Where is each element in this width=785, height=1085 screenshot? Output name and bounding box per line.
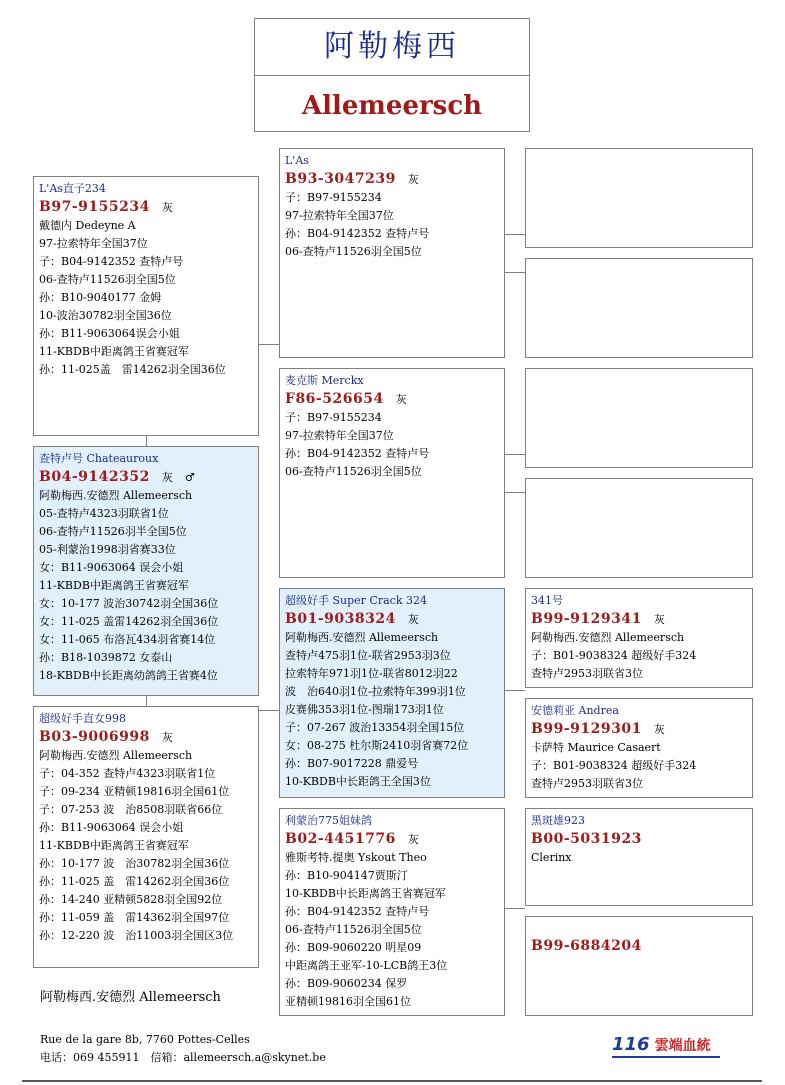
connector [259,344,279,345]
info-line: 孙：B04-9142352 查特卢号 [285,447,430,460]
pedigree-box-sire-sire [279,148,505,358]
pedigree-box-dam-dam-dam [525,916,753,1016]
info-line: 阿勒梅西.安德烈 Allemeersch [285,631,439,644]
info-line: 97-拉索特年全国37位 [285,209,394,222]
info-line: 06-查特卢11526羽半全国5位 [39,525,187,538]
pedigree-box-dam [33,706,259,968]
info-line: 孙：B10-904147贾斯汀 [285,869,408,882]
ring-number: B99-9129301 [531,721,642,737]
info-line: 孙：B09-9060220 明星09 [285,941,422,954]
info-line: Clerinx [531,851,572,864]
info-line: 11-KBDB中距离鸽王省赛冠军 [39,579,189,592]
bird-name: 麦克斯 Merckx [285,374,364,387]
ring-number: B99-9129341 [531,611,642,627]
info-line: 子：B04-9142352 查特卢号 [39,255,184,268]
bird-color: 灰 [161,201,173,214]
pedigree-box-empty [525,478,753,578]
pedigree-box-dam-dam-sire [525,808,753,906]
pedigree-box-empty [525,258,753,358]
connector [505,272,525,273]
info-line: 阿勒梅西.安德烈 Allemeersch [39,489,193,502]
title-chinese: 阿勒梅西 [255,19,529,76]
info-line: 女：10-177 波治30742羽全国36位 [39,597,219,610]
ring-number: B93-3047239 [285,171,396,187]
pedigree-box-subject [33,446,259,696]
bird-color: 灰 [407,613,419,626]
ring-number: F86-526654 [285,391,384,407]
info-line: 雅斯考特.提奥 Yskout Theo [285,851,427,864]
bird-color: 灰 [407,833,419,846]
bird-name: 利蒙治775姐妹鸽 [285,814,372,827]
info-line: 皮赛佛353羽1位-图瑞173羽1位 [285,703,444,716]
info-line: 孙：B04-9142352 查特卢号 [285,227,430,240]
info-line: 孙：11-025 盖 雷14262羽全国36位 [39,875,230,888]
bottom-divider [22,1080,762,1082]
info-line: 拉索特年971羽1位-联省8012羽22 [285,667,458,680]
connector [505,454,525,455]
info-line: 10-波治30782羽全国36位 [39,309,172,322]
logo [612,1034,711,1055]
info-line: 05-查特卢4323羽联省1位 [39,507,169,520]
ring-number: B02-4451776 [285,831,396,847]
ring-number: B99-6884204 [531,938,642,954]
info-line: 孙：10-177 波 治30782羽全国36位 [39,857,230,870]
logo-underline [612,1056,720,1058]
connector [505,234,525,235]
bird-name: 超级好手直女998 [39,712,126,725]
info-line: 女：11-025 盖雷14262羽全国36位 [39,615,219,628]
info-line: 波 治640羽1位-拉索特年399羽1位 [285,685,466,698]
bird-name: 黑斑雄923 [531,814,585,827]
info-line: 子：07-267 波治13354羽全国15位 [285,721,465,734]
logo-number: 116 [612,1034,650,1055]
bird-color: 灰 [653,723,665,736]
info-line: 女：08-275 杜尔斯2410羽省赛72位 [285,739,469,752]
info-line: 孙：12-220 波 治11003羽全国区3位 [39,929,234,942]
connector [146,696,147,706]
bird-name: 341号 [531,594,563,607]
info-line: 子：07-253 波 治8508羽联省66位 [39,803,223,816]
info-line: 中距离鸽王亚军-10-LCB鸽王3位 [285,959,448,972]
info-line: 06-查特卢11526羽全国5位 [285,245,422,258]
info-line: 11-KBDB中距离鸽王省赛冠军 [39,839,189,852]
bird-color: 灰 [407,173,419,186]
ring-number: B97-9155234 [39,199,150,215]
info-line: 子：B97-9155234 [285,191,382,204]
owner-name: 阿勒梅西.安德烈 Allemeersch [40,990,221,1005]
info-line: 97-拉索特年全国37位 [285,429,394,442]
ring-number: B03-9006998 [39,729,150,745]
info-line: 05-利蒙治1998羽省赛33位 [39,543,176,556]
info-line: 11-KBDB中距离鸽王省赛冠军 [39,345,189,358]
connector [505,908,525,909]
info-line: 06-查特卢11526羽全国5位 [39,273,176,286]
pedigree-box-dam-dam [279,808,505,1016]
pedigree-box-dam-sire-dam [525,698,753,798]
pedigree-box-dam-sire-sire [525,588,753,688]
info-line: 戴德内 Dedeyne A [39,219,136,232]
connector [146,436,147,446]
contact-info [40,1031,326,1067]
info-line: 女：11-065 布洛瓦434羽省赛14位 [39,633,216,646]
connector [505,492,525,493]
info-line: 亚精顿19816羽全国61位 [285,995,411,1008]
info-line: 阿勒梅西.安德烈 Allemeersch [39,749,193,762]
connector [505,690,525,691]
info-line: 孙：B10-9040177 金姆 [39,291,162,304]
ring-number: B04-9142352 [39,469,150,485]
ring-number: B00-5031923 [531,831,642,847]
info-line: 子：B01-9038324 超级好手324 [531,649,697,662]
info-line: 子：04-352 查特卢4323羽联省1位 [39,767,216,780]
info-line: 10-KBDB中长距鸽王全国3位 [285,775,431,788]
pedigree-box-dam-sire [279,588,505,798]
info-line: 女：B11-9063064 误会小姐 [39,561,184,574]
pedigree-box-sire-dam [279,368,505,578]
bird-color: 灰 [653,613,665,626]
ring-number: B01-9038324 [285,611,396,627]
info-line: 孙：14-240 亚精顿5828羽全国92位 [39,893,223,906]
title-box [254,18,530,132]
bird-color: 灰 [161,471,173,484]
info-line: 孙：B11-9063064误会小姐 [39,327,180,340]
bird-color: 灰 [395,393,407,406]
info-line: 孙：11-025盖 雷14262羽全国36位 [39,363,226,376]
info-line: 孙：B04-9142352 查特卢号 [285,905,430,918]
sex-symbol: ♂ [184,471,195,484]
info-line: 孙：B07-9017228 鼎爱号 [285,757,419,770]
info-line: 孙：11-059 盖 雷14362羽全国97位 [39,911,230,924]
info-line: 卡萨特 Maurice Casaert [531,741,661,754]
info-line: 查特卢2953羽联省3位 [531,777,643,790]
bird-name: 查特卢号 Chateauroux [39,452,159,465]
title-latin: Allemeersch [301,91,483,121]
pedigree-box-empty [525,148,753,248]
address: Rue de la gare 8b, 7760 Pottes-Celles [40,1033,250,1046]
bird-color: 灰 [161,731,173,744]
bird-name: 超级好手 Super Crack 324 [285,594,427,607]
info-line: 子：B01-9038324 超级好手324 [531,759,697,772]
info-line: 查特卢475羽1位-联省2953羽3位 [285,649,451,662]
info-line: 孙：B18-1039872 女泰山 [39,651,173,664]
info-line: 子：09-234 亚精顿19816羽全国61位 [39,785,230,798]
info-line: 06-查特卢11526羽全国5位 [285,465,422,478]
info-line: 97-拉索特年全国37位 [39,237,148,250]
info-line: 查特卢2953羽联省3位 [531,667,643,680]
pedigree-box-sire [33,176,259,436]
bird-name: L'As [285,154,309,167]
connector [259,710,279,711]
info-line: 06-查特卢11526羽全国5位 [285,923,422,936]
info-line: 孙：B09-9060234 保罗 [285,977,408,990]
bird-name: L'As直子234 [39,182,106,195]
info-line: 10-KBDB中长距离鸽王省赛冠军 [285,887,446,900]
info-line: 18-KBDB中长距离幼鸽鸽王省赛4位 [39,669,218,682]
pedigree-box-empty [525,368,753,468]
info-line: 孙：B11-9063064 误会小姐 [39,821,184,834]
phone-email: 电话：069 455911 信箱：allemeersch.a@skynet.be [40,1051,326,1064]
logo-text: 雲端血統 [654,1038,711,1054]
info-line: 阿勒梅西.安德烈 Allemeersch [531,631,685,644]
bird-name: 安德莉亚 Andrea [531,704,619,717]
info-line: 子：B97-9155234 [285,411,382,424]
